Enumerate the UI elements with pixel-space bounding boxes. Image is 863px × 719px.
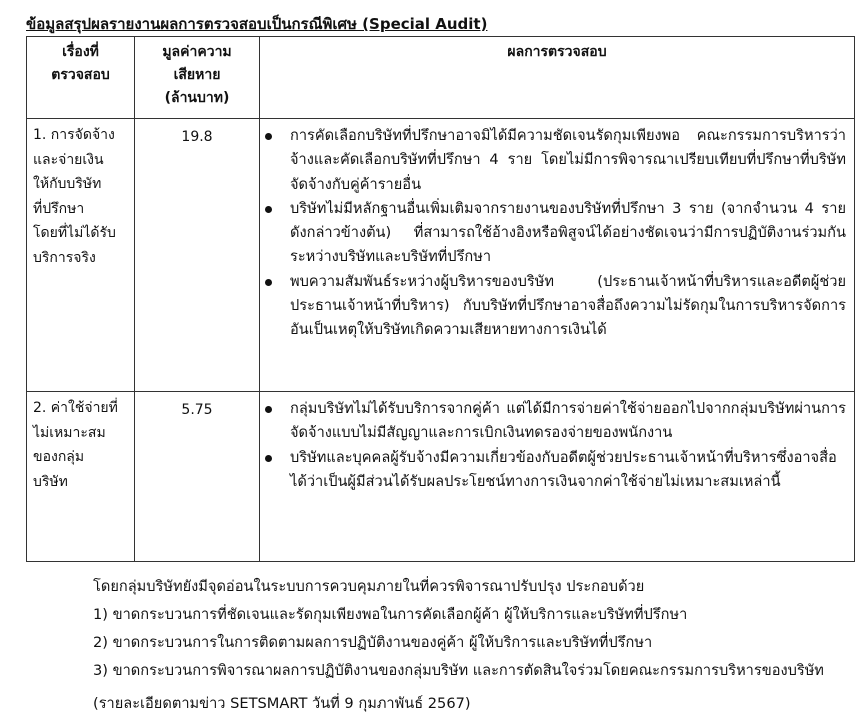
issue-cell: 2. ค่าใช้จ่ายที่ ไม่เหมาะสม ของกลุ่ม บริษัท <box>27 392 135 562</box>
document-title: ข้อมูลสรุปผลรายงานผลการตรวจสอบเป็นกรณีพิเศษ (Special Audit) <box>26 15 488 33</box>
loss-value: 19.8 <box>135 119 260 392</box>
bullet-icon <box>265 133 272 140</box>
bullet-icon <box>265 206 272 213</box>
list-item: พบความสัมพันธ์ระหว่างผู้บริหารของบริษัท (ประธานเจ้าหน้าที่บริหารและอดีตผู้ช่วยประธานเจ้าหน้าที่บริหาร) กับบริษัทที่ปรึกษาอาจสื่อถึงความไม่รัดกุมในการบริหารจัดการ อันเป็นเหตุให้บริษัทเกิดความเสียหายทางการเงินได้ <box>260 270 846 343</box>
list-item: การคัดเลือกบริษัทที่ปรึกษาอาจมิได้มีความชัดเจนรัดกุมเพียงพอ คณะกรรมการบริหารว่าจ้างและคัดเลือกบริษัทที่ปรึกษา 4 ราย โดยไม่มีการพิจารณาเปรียบเทียบที่ปรึกษาที่บริษัทจัดจ้างกับคู่ค้ารายอื่น <box>260 124 846 197</box>
findings-list <box>260 119 854 343</box>
bullet-icon <box>265 406 272 413</box>
note-item: 2) ขาดกระบวนการในการติดตามผลการปฏิบัติงานของคู่ค้า ผู้ให้บริการและบริษัทที่ปรึกษา <box>93 634 653 651</box>
note-item: 1) ขาดกระบวนการที่ชัดเจนและรัดกุมเพียงพอในการคัดเลือกผู้ค้า ผู้ให้บริการและบริษัทที่ปรึกษา <box>93 606 688 623</box>
findings-cell <box>260 119 855 392</box>
source-reference: (รายละเอียดตามข่าว SETSMART วันที่ 9 กุมภาพันธ์ 2567) <box>93 695 471 712</box>
table-row <box>27 119 855 392</box>
findings-cell <box>260 392 855 562</box>
audit-summary-table <box>26 36 855 562</box>
header-loss: มูลค่าความ เสียหาย (ล้านบาท) <box>135 37 260 119</box>
table-row <box>27 392 855 562</box>
loss-value: 5.75 <box>135 392 260 562</box>
weakness-notes <box>93 575 853 687</box>
table-header-row <box>27 37 855 119</box>
issue-cell: 1. การจัดจ้าง และจ่ายเงิน ให้กับบริษัท ที่ปรึกษา โดยที่ไม่ได้รับ บริการจริง <box>27 119 135 392</box>
findings-list <box>260 392 854 494</box>
list-item: บริษัทและบุคคลผู้รับจ้างมีความเกี่ยวข้องกับอดีตผู้ช่วยประธานเจ้าหน้าที่บริหารซึ่งอาจสื่อได้ว่าเป็นผู้มีส่วนได้รับผลประโยชน์ทางการเงินจากค่าใช้จ่ายไม่เหมาะสมเหล่านี้ <box>260 446 846 495</box>
header-findings: ผลการตรวจสอบ <box>260 37 855 119</box>
list-item: บริษัทไม่มีหลักฐานอื่นเพิ่มเติมจากรายงานของบริษัทที่ปรึกษา 3 ราย (จากจำนวน 4 รายดังกล่าวข้างต้น) ที่สามารถใช้อ้างอิงหรือพิสูจน์ได้อย่างชัดเจนว่ามีการปฏิบัติงานร่วมกันระหว่างบริษัทและบริษัทที่ปรึกษา <box>260 197 846 270</box>
bullet-icon <box>265 279 272 286</box>
bullet-icon <box>265 455 272 462</box>
notes-intro: โดยกลุ่มบริษัทยังมีจุดอ่อนในระบบการควบคุมภายในที่ควรพิจารณาปรับปรุง ประกอบด้วย <box>93 578 645 595</box>
header-issue: เรื่องที่ ตรวจสอบ <box>27 37 135 119</box>
note-item: 3) ขาดกระบวนการพิจารณาผลการปฏิบัติงานของกลุ่มบริษัท และการตัดสินใจร่วมโดยคณะกรรมการบริหารของบริษัท <box>93 662 824 679</box>
list-item: กลุ่มบริษัทไม่ได้รับบริการจากคู่ค้า แต่ได้มีการจ่ายค่าใช้จ่ายออกไปจากกลุ่มบริษัทผ่านการจัดจ้างแบบไม่มีสัญญาและการเบิกเงินทดรองจ่ายของพนักงาน <box>260 397 846 446</box>
